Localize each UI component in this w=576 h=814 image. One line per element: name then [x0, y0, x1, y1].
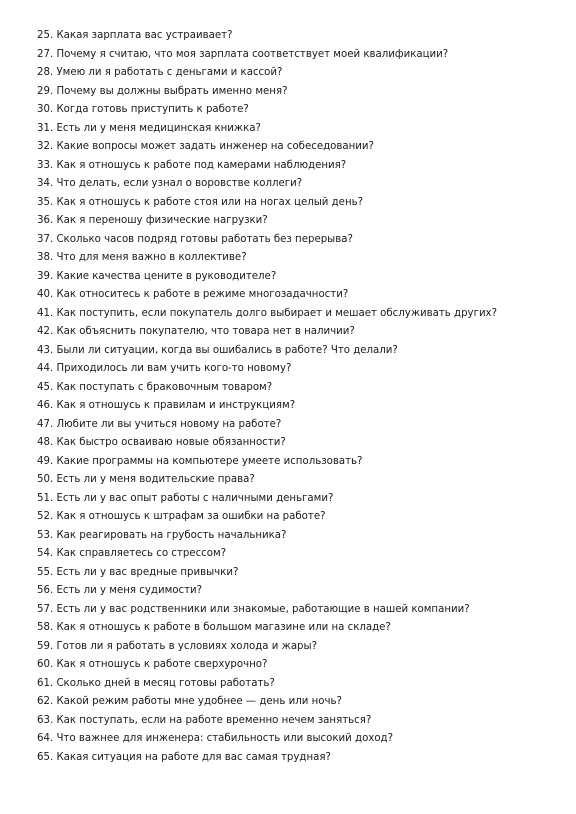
question-item: 42. Как объяснить покупателю, что товара нет в наличии?: [37, 326, 355, 337]
question-item: 29. Почему вы должны выбрать именно меня?: [37, 85, 288, 97]
question-item: 41. Как поступить, если покупатель долго выбирает и мешает обслуживать других?: [37, 307, 497, 319]
question-item: 49. Какие программы на компьютере умеете использовать?: [37, 455, 363, 467]
question-item: 53. Как реагировать на грубость начальника?: [37, 529, 287, 541]
question-item: 57. Есть ли у вас родственники или знакомые, работающие в нашей компании?: [37, 603, 470, 615]
question-item: 38. Что для меня важно в коллективе?: [37, 252, 247, 263]
question-item: 61. Сколько дней в месяц готовы работать?: [37, 677, 275, 689]
question-item: 60. Как я отношусь к работе сверхурочно?: [37, 659, 268, 670]
question-item: 56. Есть ли у меня судимости?: [37, 585, 203, 596]
question-item: 43. Были ли ситуации, когда вы ошибались в работе? Что делали?: [37, 344, 398, 356]
question-item: 50. Есть ли у меня водительские права?: [37, 474, 255, 485]
question-item: 31. Есть ли у меня медицинская книжка?: [37, 122, 261, 134]
question-item: 65. Какая ситуация на работе для вас самая трудная?: [37, 751, 331, 763]
question-item: 36. Как я переношу физические нагрузки?: [37, 215, 268, 226]
question-item: 59. Готов ли я работать в условиях холода и жары?: [37, 640, 317, 652]
question-item: 33. Как я отношусь к работе под камерами наблюдения?: [37, 159, 347, 171]
question-item: 25. Какая зарплата вас устраивает?: [37, 30, 233, 41]
question-item: 54. Как справляетесь со стрессом?: [37, 548, 227, 559]
question-item: 48. Как быстро осваиваю новые обязанности?: [37, 437, 286, 448]
question-item: 28. Умею ли я работать с деньгами и кассой?: [37, 67, 283, 78]
question-item: 52. Как я отношусь к штрафам за ошибки на работе?: [37, 511, 326, 522]
question-item: 55. Есть ли у вас вредные привычки?: [37, 566, 239, 578]
question-item: 47. Любите ли вы учиться новому на работе?: [37, 418, 282, 430]
question-item: 35. Как я отношусь к работе стоя или на ногах целый день?: [37, 196, 364, 208]
question-item: 40. Как относитесь к работе в режиме многозадачности?: [37, 289, 349, 300]
question-item: 44. Приходилось ли вам учить кого-то новому?: [37, 363, 292, 374]
question-item: 51. Есть ли у вас опыт работы с наличными деньгами?: [37, 492, 334, 504]
question-item: 63. Как поступать, если на работе временно нечем заняться?: [37, 714, 372, 726]
question-item: 39. Какие качества цените в руководителе?: [37, 270, 277, 282]
question-item: 46. Как я отношусь к правилам и инструкциям?: [37, 400, 296, 411]
question-item: 32. Какие вопросы может задать инженер на собеседовании?: [37, 141, 374, 152]
question-item: 64. Что важнее для инженера: стабильность или высокий доход?: [37, 733, 394, 744]
question-item: 30. Когда готовь приступить к работе?: [37, 104, 249, 115]
question-list: [37, 27, 567, 767]
question-item: 62. Какой режим работы мне удобнее — день или ночь?: [37, 696, 342, 707]
document-page: [37, 27, 567, 767]
question-item: 37. Сколько часов подряд готовы работать без перерыва?: [37, 233, 353, 245]
question-item: 58. Как я отношусь к работе в большом магазине или на складе?: [37, 622, 391, 633]
question-item: 34. Что делать, если узнал о воровстве коллеги?: [37, 178, 303, 189]
question-item: 27. Почему я считаю, что моя зарплата соответствует моей квалификации?: [37, 48, 449, 60]
question-item: 45. Как поступать с браковочным товаром?: [37, 381, 273, 393]
